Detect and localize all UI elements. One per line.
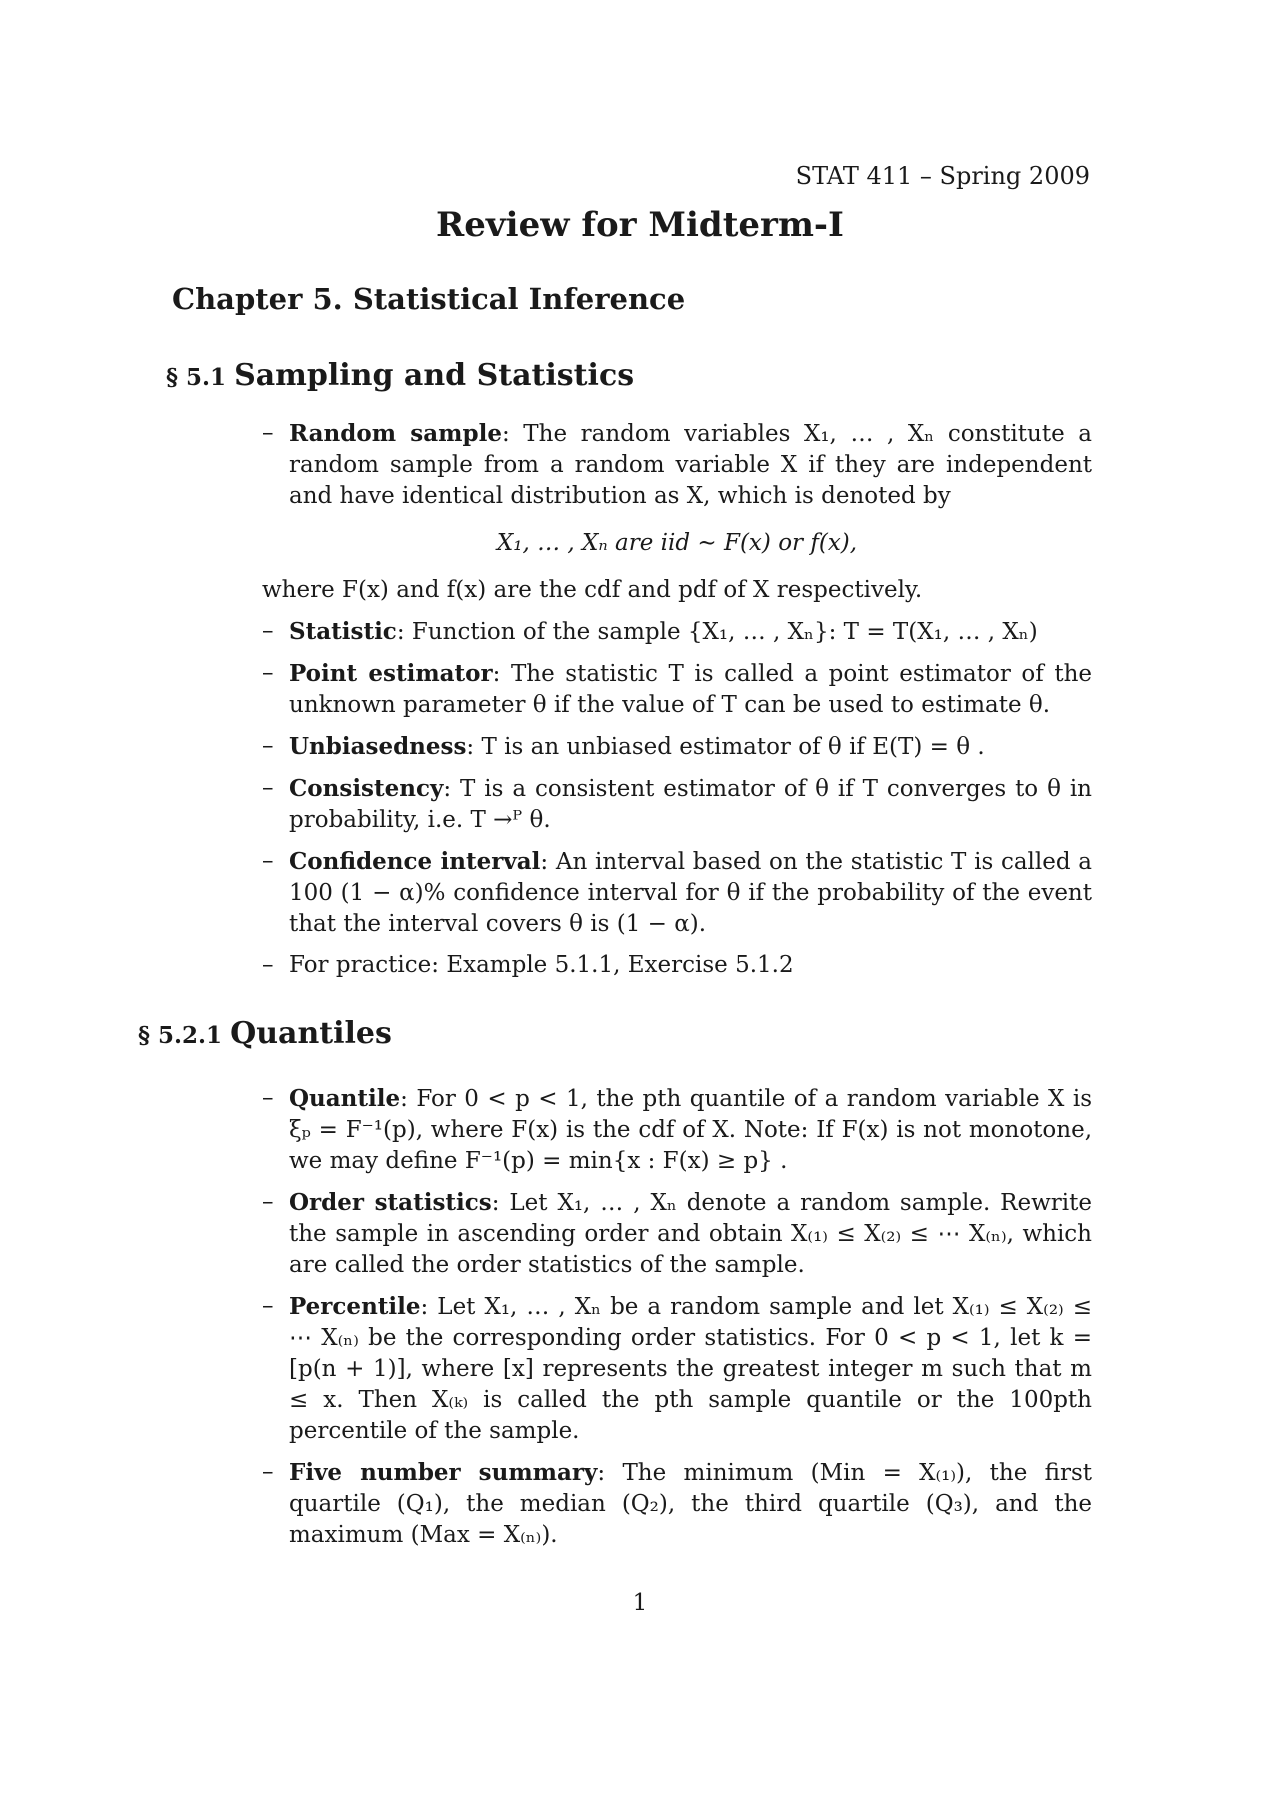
definition-text: : T is a consistent estimator of θ if T converges to θ in probability, i.e. T →ᴾ θ. [289, 776, 1092, 833]
definition-text: : Let X₁, … , Xₙ denote a random sample. Rewrite the sample in ascending order and obtain X₍₁₎ ≤ X₍₂₎ ≤ ⋯ X₍ₙ₎, which are called the order statistics of the sample. [289, 1190, 1093, 1278]
term: Quantile [289, 1085, 401, 1112]
term: Point estimator [289, 660, 493, 687]
section-title: Quantiles [230, 1016, 392, 1051]
definition-text: : T is an unbiased estimator of θ if E(T) = θ . [466, 734, 985, 760]
chapter-heading: Chapter 5. Statistical Inference [172, 282, 686, 316]
dash-bullet: – [262, 1085, 274, 1111]
definition-text: : Function of the sample {X₁, … , Xₙ}: T = T(X₁, … , Xₙ) [396, 619, 1038, 645]
dash-bullet: – [262, 848, 274, 874]
section-5-2-1-list [262, 1083, 1092, 1561]
dash-bullet: – [262, 775, 274, 801]
list-item-practice [262, 950, 1092, 981]
term: Confidence interval [289, 848, 541, 875]
term: Percentile [289, 1293, 421, 1320]
definition-text: : Let X₁, … , Xₙ be a random sample and let X₍₁₎ ≤ X₍₂₎ ≤ ⋯ X₍ₙ₎ be the corresponding order statistics. For 0 < p < 1, let k = [p(n + 1)], where [x] represents the greatest integer m such that m ≤ x. Then X₍ₖ₎ is called the pth sample quantile or the 100pth percentile of the sample. [289, 1294, 1092, 1444]
course-header: STAT 411 – Spring 2009 [795, 162, 1090, 190]
display-formula: X₁, … , Xₙ are iid ∼ F(x) or f(x), [496, 530, 858, 556]
page-number: 1 [632, 1590, 648, 1616]
definition-text: : The minimum (Min = X₍₁₎), the first quartile (Q₁), the median (Q₂), the third quartile (Q₃), and the maximum (Max = X₍ₙ₎). [289, 1460, 1092, 1548]
section-5-1-list [262, 418, 1092, 991]
list-item-percentile [262, 1291, 1092, 1447]
term: Random sample [289, 420, 502, 447]
dash-bullet: – [262, 660, 274, 686]
list-item-confidence-interval [262, 846, 1092, 940]
dash-bullet: – [262, 1293, 274, 1319]
term: Consistency [289, 775, 444, 802]
list-item-consistency [262, 773, 1092, 836]
term: Five number summary [289, 1459, 598, 1486]
term: Statistic [289, 618, 397, 645]
dash-bullet: – [262, 1189, 274, 1215]
definition-continuation: where F(x) and f(x) are the cdf and pdf of X respectively. [262, 577, 923, 603]
section-number: § 5.2.1 [138, 1022, 223, 1049]
definition-text: For practice: Example 5.1.1, Exercise 5.1.2 [289, 952, 794, 978]
dash-bullet: – [262, 618, 274, 644]
list-item-order-statistics [262, 1187, 1092, 1281]
definition-text: : The statistic T is called a point estimator of the unknown parameter θ if the value of T can be used to estimate θ. [289, 661, 1092, 718]
definition-text: : For 0 < p < 1, the pth quantile of a random variable X is ξₚ = F⁻¹(p), where F(x) is the cdf of X. Note: If F(x) is not monotone, we may define F⁻¹(p) = min{x : F(x) ≥ p} . [289, 1086, 1092, 1174]
page-title: Review for Midterm-I [436, 205, 844, 245]
section-number: § 5.1 [166, 364, 227, 391]
list-item-quantile [262, 1083, 1092, 1177]
definition-text: : An interval based on the statistic T is called a 100 (1 − α)% confidence interval for θ if the probability of the event that the interval covers θ is (1 − α). [289, 849, 1092, 937]
dash-bullet: – [262, 952, 274, 978]
list-item-random-sample [262, 418, 1092, 606]
dash-bullet: – [262, 733, 274, 759]
dash-bullet: – [262, 420, 274, 446]
term: Unbiasedness [289, 733, 467, 760]
list-item-five-number-summary [262, 1457, 1092, 1551]
section-title: Sampling and Statistics [234, 358, 635, 393]
section-heading-5-1 [166, 358, 634, 393]
list-item-point-estimator [262, 658, 1092, 721]
dash-bullet: – [262, 1459, 274, 1485]
definition-text: : The random variables X₁, … , Xₙ constitute a random sample from a random variable X if they are independent and have identical distribution as X, which is denoted by [289, 421, 1092, 509]
section-heading-5-2-1 [138, 1016, 392, 1051]
list-item-unbiasedness [262, 731, 1092, 763]
list-item-statistic [262, 616, 1092, 648]
term: Order statistics [289, 1189, 492, 1216]
